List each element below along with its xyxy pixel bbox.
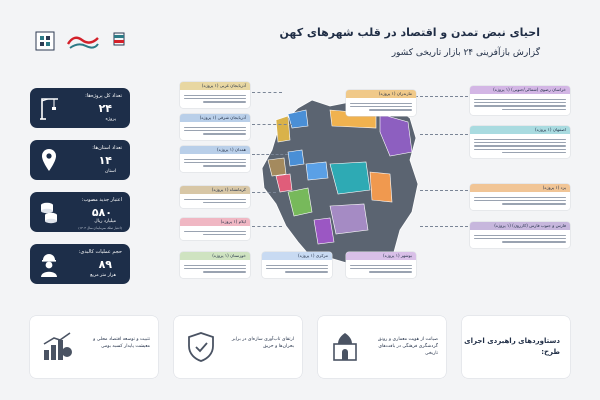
crane-icon	[38, 95, 60, 121]
region-yazd	[370, 172, 392, 202]
ministry-logo	[34, 30, 56, 52]
region-west-azerbaijan	[276, 116, 290, 142]
stat-value: ۸۹	[98, 258, 112, 271]
region-card-title: مرکزی (۱ پروژه)	[262, 252, 332, 260]
region-card-title: فارس و جنوب فارس (کازرون) (۱ پروژه)	[470, 222, 570, 230]
region-card-kermanshah	[180, 186, 250, 208]
region-card-fars	[470, 222, 570, 248]
region-card-title: کرمانشاه (۱ پروژه)	[180, 186, 250, 194]
leader-line	[252, 154, 288, 155]
region-card-title: اصفهان (۱ پروژه)	[470, 126, 570, 134]
stat-unit: میلیارد ریال	[94, 219, 116, 224]
growth-chart-icon	[40, 330, 74, 364]
achievement-text: تثبیت و توسعه اقتصاد محلی و معیشت پایدار کسبه بومی	[93, 337, 150, 349]
achievement-card-resilience	[174, 316, 302, 378]
shield-fire-icon	[184, 330, 218, 364]
region-card-isfahan	[470, 126, 570, 158]
achievement-text: صیانت از هویت معماری و رونق گردشگری فرهنگی در بافت‌های تاریخی	[377, 337, 438, 356]
worker-icon	[38, 251, 60, 277]
region-card-yazd	[470, 184, 570, 210]
stat-card-projects	[30, 88, 130, 128]
region-card-bushehr	[346, 252, 416, 278]
region-card-ilam	[180, 218, 250, 240]
leader-line	[420, 226, 468, 227]
stat-card-budget	[30, 192, 130, 232]
stat-value: ۲۴	[98, 102, 112, 115]
stat-card-provinces	[30, 140, 130, 180]
leader-line	[410, 96, 468, 97]
region-card-title: خراسان رضوی (شمالی/جنوبی) (۱ پروژه)	[470, 86, 570, 94]
stat-card-area	[30, 244, 130, 284]
stat-unit: پروژه	[105, 117, 116, 122]
stat-label: تعداد کل پروژه‌ها:	[85, 93, 122, 99]
stat-label: اعتبار جدید مصوب:	[81, 197, 122, 203]
region-card-khuzestan	[180, 252, 250, 278]
emblem-logo	[110, 30, 128, 52]
achievements-heading-card	[462, 316, 570, 378]
achievements-band	[30, 316, 570, 378]
hamrah-logo	[64, 30, 102, 52]
region-card-title: آذربایجان شرقی (۱ پروژه)	[180, 114, 250, 122]
stat-label: تعداد استان‌ها:	[92, 145, 122, 151]
region-card-title: مازندران (۱ پروژه)	[346, 90, 416, 98]
stat-value: ۵۸۰	[91, 206, 112, 219]
leader-line	[252, 92, 282, 93]
achievements-heading: دستاوردهای راهبردی اجرای طرح:	[464, 337, 560, 356]
stat-unit: هزار متر مربع	[90, 273, 116, 278]
logos	[34, 30, 128, 52]
achievement-card-heritage	[318, 316, 446, 378]
region-card-markazi	[262, 252, 332, 278]
region-card-title: خوزستان (۱ پروژه)	[180, 252, 250, 260]
achievement-card-economy	[30, 316, 158, 378]
region-hamedan	[288, 150, 304, 166]
stat-value: ۱۴	[98, 154, 112, 167]
stat-unit: استان	[104, 169, 116, 174]
page-subtitle: گزارش بازآفرینی ۲۴ بازار تاریخی کشور	[391, 48, 540, 58]
region-card-title: آذربایجان غربی (۱ پروژه)	[180, 82, 250, 90]
region-card-mazandaran	[346, 90, 416, 116]
region-card-title: بوشهر (۱ پروژه)	[346, 252, 416, 260]
map-pin-icon	[38, 147, 60, 173]
achievement-text: ارتقای تاب‌آوری سازه‌ای در برابر بحران‌ها و حریق	[231, 337, 294, 349]
region-east-azerbaijan	[288, 110, 308, 128]
region-card-title: یزد (۱ پروژه)	[470, 184, 570, 192]
stat-note: (اعتبار تملک سرمایه‌ای سال ۱۴۰۴)	[78, 226, 122, 230]
region-card-east-azerbaijan	[180, 114, 250, 140]
leader-line	[252, 124, 292, 125]
page-title: احیای نبض تمدن و اقتصاد در قلب شهرهای کهن	[279, 26, 540, 39]
historic-building-icon	[328, 330, 362, 364]
leader-line	[252, 192, 276, 193]
region-card-title: همدان (۱ پروژه)	[180, 146, 250, 154]
leader-line	[252, 226, 282, 227]
stat-label: حجم عملیات کالبدی:	[78, 249, 122, 255]
region-card-khorasan	[470, 86, 570, 115]
region-fars	[330, 204, 368, 234]
region-card-title: ایلام (۱ پروژه)	[180, 218, 250, 226]
region-card-hamedan	[180, 146, 250, 172]
leader-line	[420, 134, 468, 135]
region-card-west-azerbaijan	[180, 82, 250, 108]
region-markazi	[306, 162, 328, 180]
coins-icon	[38, 199, 60, 225]
leader-line	[420, 190, 468, 191]
